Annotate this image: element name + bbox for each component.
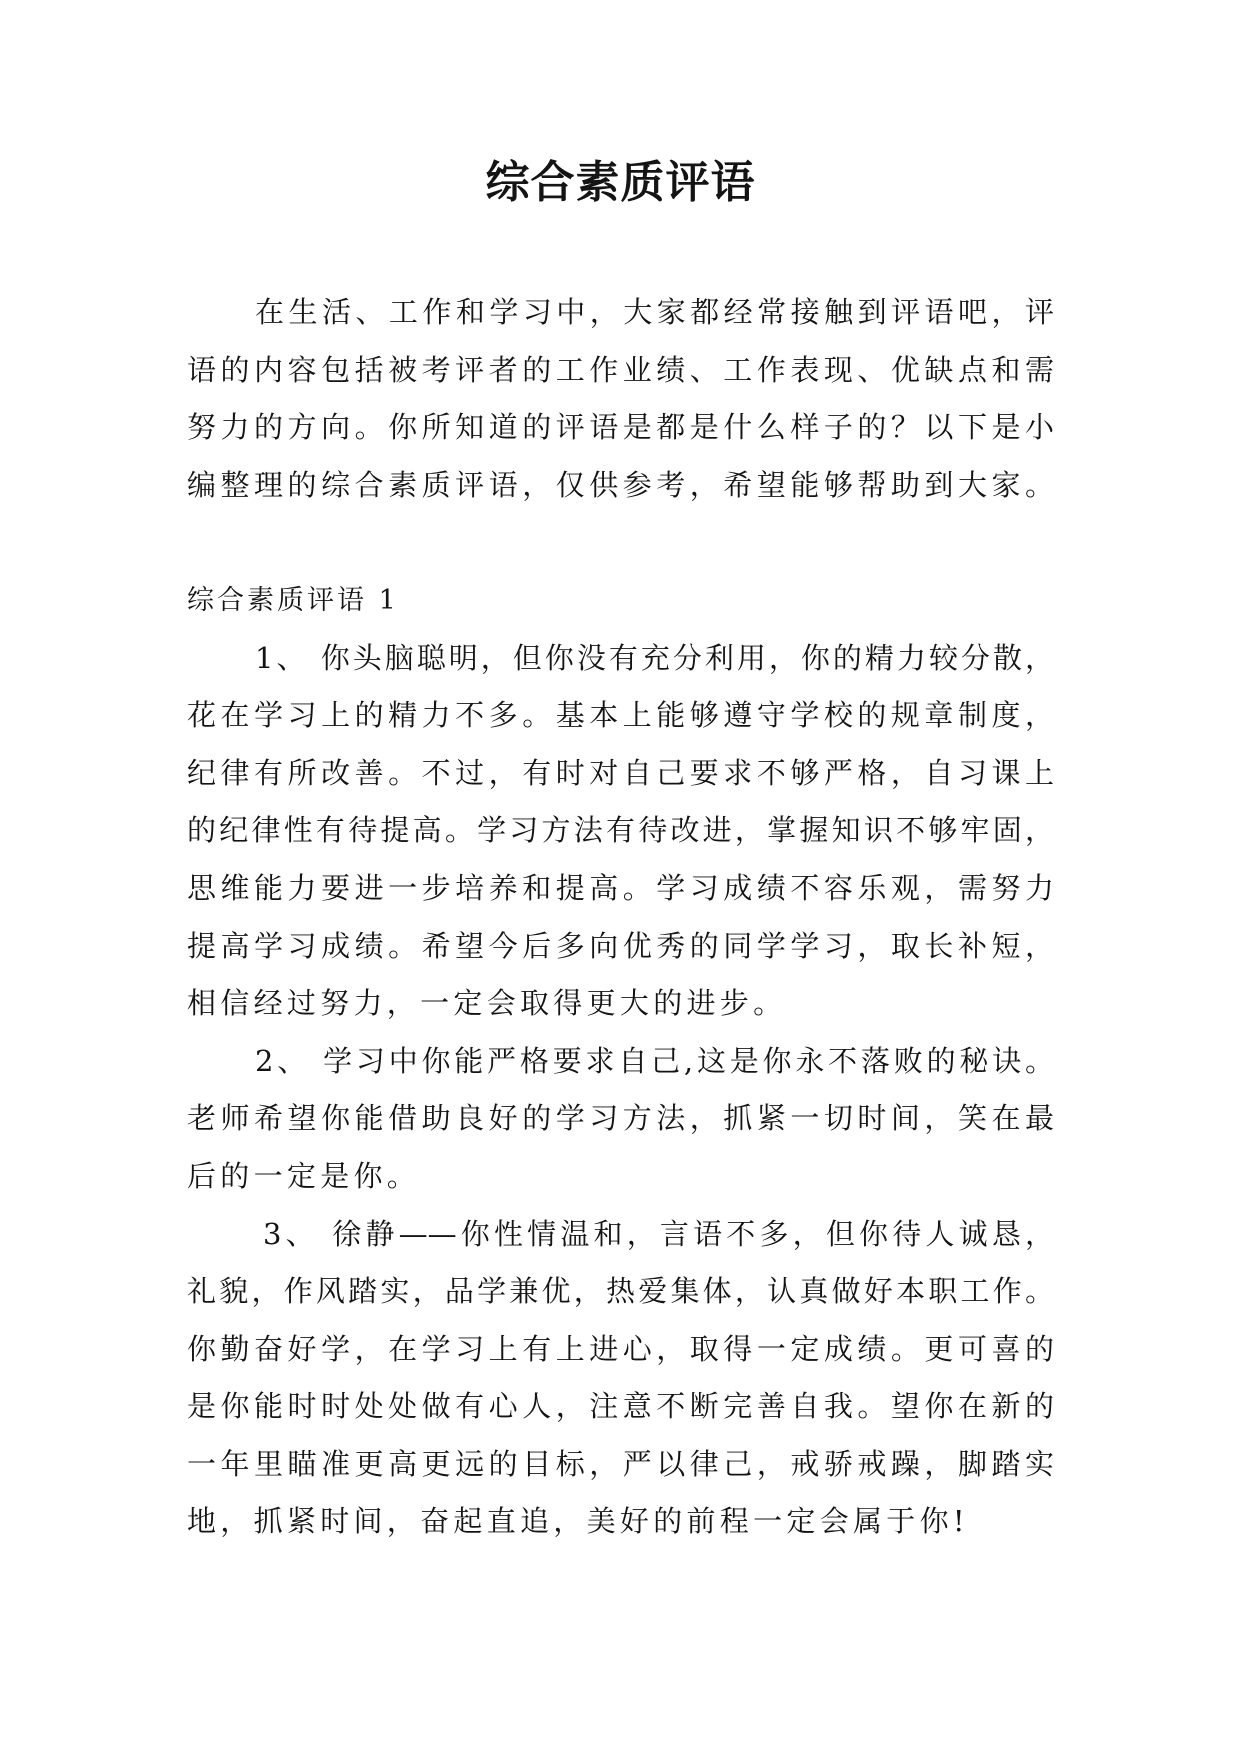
item-1-line: 1、 你头脑聪明，但你没有充分利用，你的精力较分散， [255,640,1054,675]
document-body [187,284,1054,1551]
intro-line: 语的内容包括被考评者的工作业绩、工作表现、优缺点和需 [187,352,1054,387]
item-1-line: 思维能力要进一步培养和提高。学习成绩不容乐观，需努力 [187,870,1054,905]
item-3-line: 你勤奋好学，在学习上有上进心，取得一定成绩。更可喜的 [187,1331,1054,1366]
section-heading: 综合素质评语 1 [187,584,399,616]
comment-item-1 [187,630,1054,1033]
intro-line: 努力的方向。你所知道的评语是都是什么样子的？以下是小 [187,410,1054,445]
item-3-line: 地，抓紧时间，奋起直追，美好的前程一定会属于你! [187,1504,969,1539]
item-1-line: 提高学习成绩。希望今后多向优秀的同学学习，取长补短， [187,928,1054,963]
item-1-line: 纪律有所改善。不过，有时对自己要求不够严格，自习课上 [187,755,1054,790]
item-3-line: 3、 徐静——你性情温和，言语不多，但你待人诚恳， [263,1216,1054,1251]
blank-line [187,514,1054,572]
item-2-line: 后的一定是你。 [187,1158,421,1193]
item-3-line: 是你能时时处处做有心人，注意不断完善自我。望你在新的 [187,1389,1054,1424]
item-2-line: 老师希望你能借助良好的学习方法，抓紧一切时间，笑在最 [187,1101,1054,1136]
item-2-line: 2、 学习中你能严格要求自己,这是你永不落败的秘诀。 [255,1043,1054,1078]
item-1-line: 相信经过努力，一定会取得更大的进步。 [187,986,787,1021]
item-3-line: 礼貌，作风踏实，品学兼优，热爱集体，认真做好本职工作。 [187,1274,1054,1309]
document-title: 综合素质评语 [485,157,756,208]
comment-item-3 [187,1206,1054,1552]
intro-paragraph [187,284,1054,514]
comment-item-2 [187,1033,1054,1206]
intro-line: 编整理的综合素质评语，仅供参考，希望能够帮助到大家。 [187,467,1054,502]
item-1-line: 花在学习上的精力不多。基本上能够遵守学校的规章制度， [187,698,1054,733]
intro-line: 在生活、工作和学习中，大家都经常接触到评语吧，评 [255,295,1054,329]
item-3-line: 一年里瞄准更高更远的目标，严以律己，戒骄戒躁，脚踏实 [187,1446,1054,1481]
item-1-line: 的纪律性有待提高。学习方法有待改进，掌握知识不够牢固， [187,813,1054,848]
